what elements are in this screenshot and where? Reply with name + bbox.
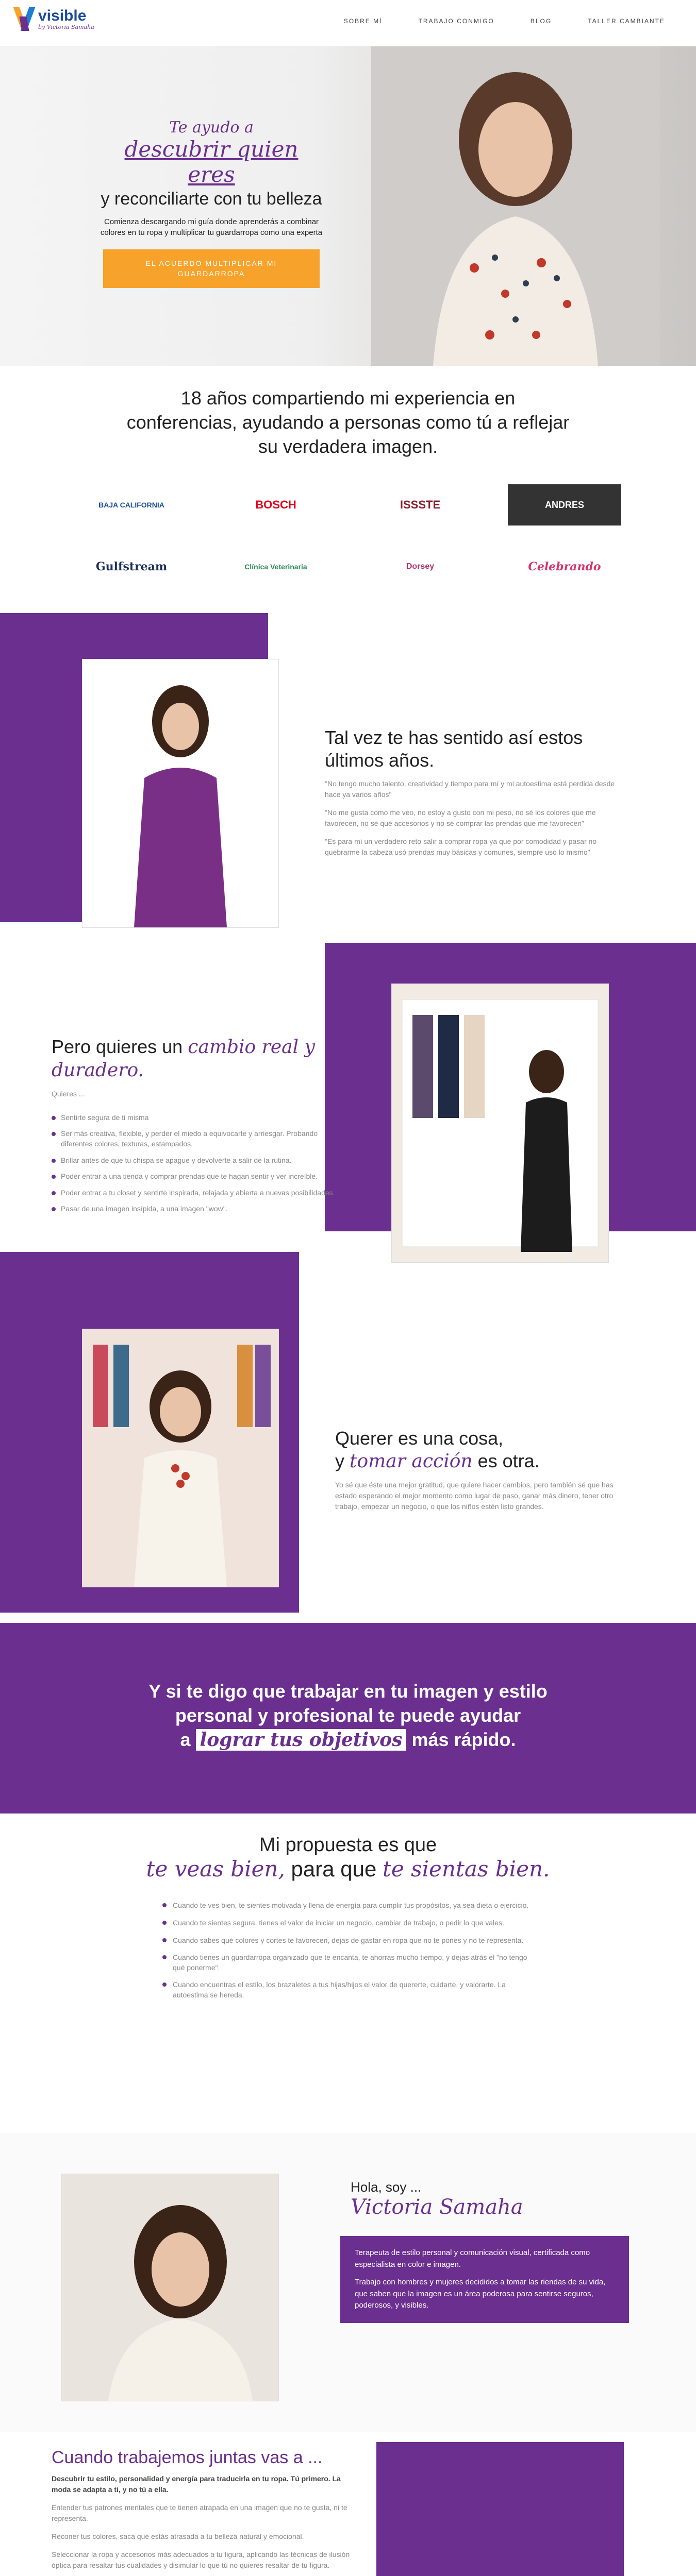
hero-portrait-image: [371, 46, 660, 366]
list-item: Cuando encuentras el estilo, los brazaletes a tus hijas/hijos el valor de quererte, cuidarte, y valorarte. La autoestima se hereda.: [162, 1976, 534, 2004]
desire-title: Pero quieres un cambio real y duradero.: [52, 1036, 315, 1081]
work-text: [52, 2447, 361, 2576]
hero-line-3: y reconciliarte con tu belleza: [101, 189, 322, 209]
experience-section: [0, 366, 696, 613]
about-hi: Hola, soy ...: [351, 2179, 422, 2195]
work-paragraph: Reconer tus colores, saca que estás atrasada a tu belleza natural y emocional.: [52, 2532, 304, 2541]
objectives-banner: [0, 1623, 696, 1814]
client-logo: Gulfstream: [95, 560, 168, 574]
banner-line-2: personal y profesional te puede ayudar: [175, 1705, 521, 1726]
about-portrait-image: [62, 2174, 278, 2401]
nav-link-blog[interactable]: BLOG: [530, 18, 552, 25]
about-bio-1: Terapeuta de estilo personal y comunicación visual, certificada como especialista en color e imagen.: [355, 2248, 590, 2269]
client-logos: [0, 484, 696, 587]
hero-section: [0, 46, 696, 366]
client-logo: BAJA CALIFORNIA: [98, 501, 164, 510]
main-nav: [344, 18, 665, 25]
action-section: [0, 1252, 696, 1623]
about-greeting: [351, 2179, 523, 2219]
proposal-section: [0, 1814, 696, 2133]
client-logo: ANDRES: [508, 484, 621, 526]
action-title: Querer es una cosa, y tomar acción es otra.: [335, 1428, 540, 1472]
desire-list: [52, 1110, 340, 1217]
about-section: [0, 2133, 696, 2432]
banner-line-1: Y si te digo que trabajar en tu imagen y estilo: [148, 1681, 548, 1702]
client-logo: ISSSTE: [400, 498, 441, 512]
list-item: Brillar antes de que tu chispa se apague y devolverte a salir de la rutina.: [52, 1153, 340, 1169]
client-logo: Clínica Veterinaria: [244, 563, 307, 571]
banner-line-3: a lograr tus objetivos más rápido.: [180, 1728, 516, 1751]
about-bio-box: [340, 2236, 629, 2323]
portrait-purple-dress-image: [82, 659, 278, 927]
list-item: Poder entrar a tu closet y sentirte inspirada, relajada y abierta a nuevas posibilidades.: [52, 1185, 340, 1201]
proposal-title: Mi propuesta es que: [259, 1834, 437, 1856]
client-logo: BOSCH: [255, 498, 296, 512]
feelings-title: Tal vez te has sentido así estos últimos años.: [325, 727, 583, 771]
list-item: Poder entrar a una tienda y comprar prendas que te hagan sentir y ver increíble.: [52, 1168, 340, 1185]
hero-line-1: Te ayudo a: [169, 118, 254, 137]
hero-line-2: descubrir quien eres: [124, 137, 299, 187]
desire-text: [52, 1036, 340, 1217]
hero-body: Comienza descargando mi guía donde aprenderás a combinar colores en tu ropa y multiplicar tu guardarropa como una experta: [100, 217, 323, 237]
hero-copy: [98, 118, 325, 288]
feelings-text: [325, 726, 624, 857]
client-logo: Celebrando: [528, 560, 601, 574]
proposal-list: [162, 1897, 534, 2004]
logo-mark-icon: [18, 7, 35, 31]
list-item: Cuando tienes un guardarropa organizado que te encanta, te ahorras mucho tiempo, y dejas atrás el "no tengo qué ponerme".: [162, 1949, 534, 1976]
list-item: Cuando sabes qué colores y cortes te favorecen, dejas de gastar en ropa que no te pones y no te representa.: [162, 1932, 534, 1950]
client-logo: Dorsey: [406, 562, 435, 571]
work-paragraph: Seleccionar la ropa y accesorios más adecuados a tu figura, aplicando las técnicas de ilusión óptica para resaltar tus cualidades y disimular lo que tú no quieres resaltar de tu figura.: [52, 2550, 350, 2570]
proposal-subtitle: te veas bien, para que te sientas bien.: [146, 1856, 550, 1882]
about-bio-2: Trabajo con hombres y mujeres decididos a tomar las riendas de su vida, que saben que la imagen es un área poderosa para sentirse seguros, poderosos, y visibles.: [355, 2278, 606, 2310]
site-header: [0, 0, 696, 46]
list-item: Cuando te ves bien, te sientes motivada y llena de energía para cumplir tus propósitos, ya sea dieta o ejercicio.: [162, 1897, 534, 1914]
list-item: Cuando te sientes segura, tienes el valor de iniciar un negocio, cambiar de trabajo, o pedir lo que vales.: [162, 1914, 534, 1932]
feelings-quote-2: "No me gusta como me veo, no estoy a gusto con mi peso, no sé los colores que me favorecen, no sé qué accesorios y no sé comprar las prendas que me favorecen": [325, 808, 596, 827]
work-title: Cuando trabajemos juntas vas a ...: [52, 2448, 323, 2468]
feelings-section: [0, 613, 696, 943]
site-logo[interactable]: [18, 7, 94, 31]
nav-link-sobre-mi[interactable]: SOBRE MÍ: [343, 18, 383, 25]
action-text: [335, 1427, 624, 1512]
work-together-section: [0, 2432, 696, 2576]
closet-image: [392, 984, 608, 1262]
feelings-quote-3: "Es para mí un verdadero reto salir a comprar ropa ya que por comodidad y pasar no quebrarme la cabeza usó prendas muy básicas y comunes, siempre uso lo mismo": [325, 837, 597, 856]
work-lead: Descubrir tu estilo, personalidad y energía para traducirla en tu ropa. Tú primero. La moda se adapta a ti, y no tú a ella.: [52, 2475, 341, 2494]
hero-cta-button[interactable]: EL ACUERDO MULTIPLICAR MI GUARDARROPA: [103, 249, 320, 288]
nav-link-taller-cambiante[interactable]: TALLER CAMBIANTE: [588, 18, 665, 25]
experience-title: 18 años compartiendo mi experiencia en conferencias, ayudando a personas como tú a reflejar su verdadera imagen.: [126, 387, 570, 457]
list-item: Ser más creativa, flexible, y perder el miedo a equivocarte y arriesgar. Probando diferentes colores, texturas, estampados.: [52, 1126, 340, 1152]
list-item: Sentirte segura de ti misma: [52, 1110, 340, 1126]
action-body: Yo sé que éste una mejor gratitud, que quiere hacer cambios, pero también sé que has estado esperando el mejor momento como lugar de paso, ganar más dinero, tener otro trabajo, empezar un negocio, o que los niños estén listo grandes.: [335, 1480, 614, 1511]
feelings-quote-1: "No tengo mucho talento, creatividad y tiempo para mí y mi autoestima está perdida desde hace ya varios años": [325, 779, 615, 799]
work-paragraph: Entender tus patrones mentales que te tienen atrapada en una imagen que no te gusta, ni te representa.: [52, 2503, 347, 2523]
desire-lead: Quieres ...: [52, 1089, 85, 1098]
logo-text: visible: [38, 7, 87, 24]
about-name: Victoria Samaha: [351, 2195, 523, 2219]
list-item: Pasar de una imagen insípida, a una imagen "wow".: [52, 1201, 340, 1217]
nav-link-trabajo-conmigo[interactable]: TRABAJO CONMIGO: [418, 18, 494, 25]
logo-tagline: by Victoria Samaha: [38, 23, 94, 30]
purple-block: [376, 2442, 624, 2576]
boutique-portrait-image: [82, 1329, 278, 1587]
desire-section: [0, 943, 696, 1252]
